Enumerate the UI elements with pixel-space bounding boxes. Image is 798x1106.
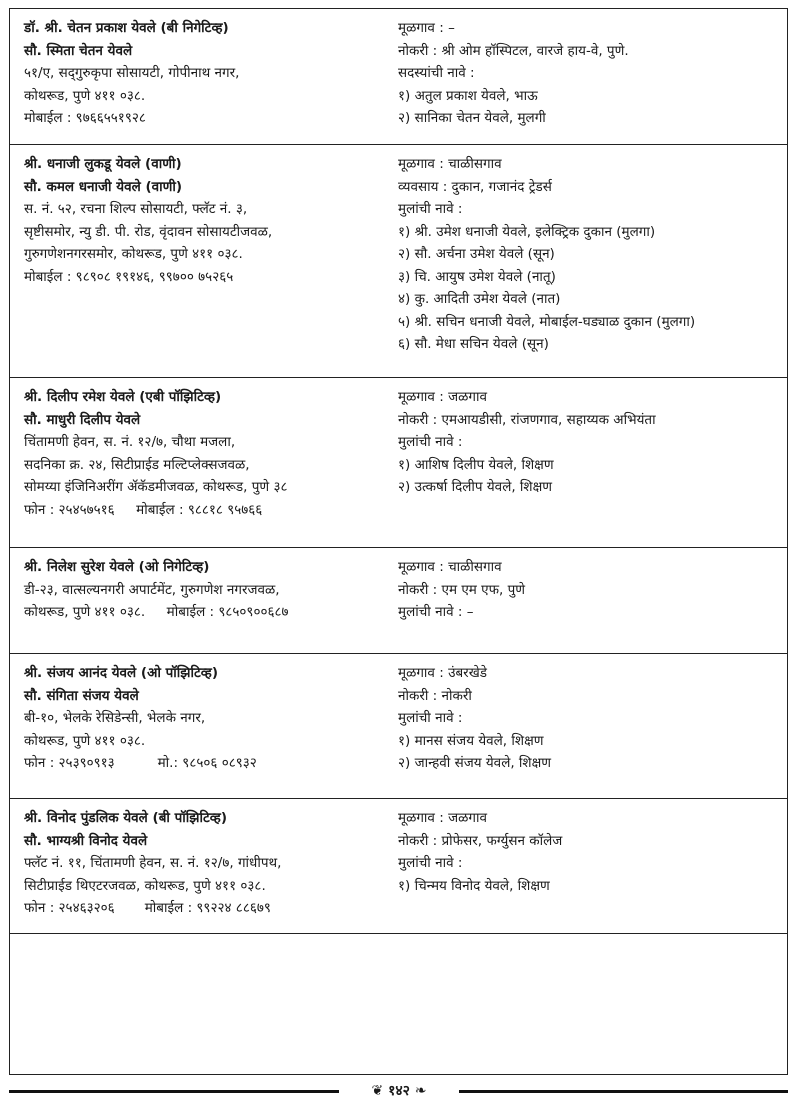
member-item: २) उत्कर्षा दिलीप येवले, शिक्षण: [398, 479, 553, 495]
family-entry: [10, 145, 787, 378]
address-line: कोथरूड, पुणे ४११ ०३८.: [24, 87, 146, 104]
spouse-name: सौ. भाग्यश्री विनोद येवले: [24, 832, 148, 849]
head-name: डॉ. श्री. चेतन प्रकाश येवले (बी निगेटिव्ह): [24, 20, 229, 36]
address-line: सिटीप्राईड थिएटरजवळ, कोथरूड, पुणे ४११ ०३८.: [24, 877, 266, 894]
address-line: चिंतामणी हेवन, स. नं. १२/७, चौथा मजला,: [24, 434, 236, 450]
ornament-left-icon: ❦: [371, 1083, 384, 1099]
occupation: नोकरी : नोकरी: [398, 687, 472, 704]
occupation: व्यवसाय : दुकान, गजानंद ट्रेडर्स: [398, 178, 552, 195]
head-name: श्री. धनाजी लुकडू येवले (वाणी): [24, 156, 182, 172]
address-line: बी-१०, भेलके रेसिडेन्सी, भेलके नगर,: [24, 710, 206, 726]
members-heading: सदस्यांची नावे :: [398, 65, 475, 81]
member-item: १) आशिष दिलीप येवले, शिक्षण: [398, 456, 554, 473]
address-line: ५१/ए, सद्‌गुरुकृपा सोसायटी, गोपीनाथ नगर,: [24, 65, 240, 81]
address-line: सदनिका क्र. २४, सिटीप्राईड मल्टिप्लेक्सजवळ,: [24, 456, 250, 473]
member-item: १) मानस संजय येवले, शिक्षण: [398, 732, 544, 749]
entry-contact-column: [24, 807, 384, 920]
family-entry: [10, 654, 787, 799]
member-item: १) श्री. उमेश धनाजी येवले, इलेक्ट्रिक दुकान (मुलगा): [398, 223, 656, 240]
entry-details-column: [398, 17, 786, 130]
entry-contact-column: [24, 386, 384, 521]
address-line: गुरुगणेशनगरसमोर, कोथरूड, पुणे ४११ ०३८.: [24, 246, 243, 262]
footer-rule-left: [9, 1090, 339, 1093]
members-heading: मुलांची नावे :: [398, 710, 463, 726]
entry-contact-column: [24, 17, 384, 130]
head-name: श्री. संजय आनंद येवले (ओ पॉझिटिव्ह): [24, 665, 218, 681]
member-item: ६) सौ. मेधा सचिन येवले (सून): [398, 336, 549, 352]
native-place: मूळगाव : चाळीसगाव: [398, 559, 502, 575]
entry-details-column: [398, 386, 786, 499]
page-number-text: १४२: [388, 1083, 410, 1099]
contact-line: फोन : २५४५७५१६ मोबाईल : ९८८१८ ९५७६६: [24, 501, 263, 518]
entry-details-column: [398, 662, 786, 775]
address-line: डी-२३, वात्सल्यनगरी अपार्टमेंट, गुरुगणेश नगरजवळ,: [24, 581, 280, 598]
address-line: सृष्टीसमोर, न्यु डी. पी. रोड, वृंदावन सोसायटीजवळ,: [24, 223, 273, 240]
contact-line: मोबाईल : ९८९०८ १९१४६, ९९७०० ७५२६५: [24, 268, 234, 285]
head-name: श्री. विनोद पुंडलिक येवले (बी पॉझिटिव्ह): [24, 810, 228, 826]
member-item: २) सौ. अर्चना उमेश येवले (सून): [398, 246, 555, 262]
footer-rule-right: [459, 1090, 788, 1093]
entry-details-column: [398, 556, 786, 624]
member-item: १) चिन्मय विनोद येवले, शिक्षण: [398, 877, 550, 894]
member-item: ५) श्री. सचिन धनाजी येवले, मोबाईल-घड्याळ दुकान (मुलगा): [398, 313, 696, 330]
head-name: श्री. दिलीप रमेश येवले (एबी पॉझिटिव्ह): [24, 389, 222, 405]
contact-line: मोबाईल : ९७६६५५१९२८: [24, 110, 146, 126]
contact-line: कोथरूड, पुणे ४११ ०३८. मोबाईल : ९८५०९००६८७: [24, 604, 289, 620]
occupation: नोकरी : प्रोफेसर, फर्ग्युसन कॉलेज: [398, 832, 563, 849]
native-place: मूळगाव : जळगाव: [398, 389, 487, 405]
occupation: नोकरी : एमआयडीसी, रांजणगाव, सहाय्यक अभियंता: [398, 411, 656, 428]
occupation: नोकरी : एम एम एफ, पुणे: [398, 581, 526, 598]
spouse-name: सौ. माधुरी दिलीप येवले: [24, 411, 141, 428]
member-item: १) अतुल प्रकाश येवले, भाऊ: [398, 87, 538, 104]
family-entry: [10, 378, 787, 548]
contact-line: फोन : २५४६३२०६ मोबाईल : ९९२२४ ८८६७९: [24, 900, 271, 916]
member-item: २) सानिका चेतन येवले, मुलगी: [398, 110, 546, 126]
member-item: ४) कु. आदिती उमेश येवले (नात): [398, 291, 561, 307]
spouse-name: सौ. संगिता संजय येवले: [24, 687, 139, 704]
members-heading: मुलांची नावे : –: [398, 604, 474, 620]
family-entry: [10, 799, 787, 934]
occupation: नोकरी : श्री ओम हॉस्पिटल, वारजे हाय-वे, पुणे.: [398, 42, 629, 59]
entry-details-column: [398, 807, 786, 897]
address-line: सोमय्या इंजिनिअरींग ॲकॅडमीजवळ, कोथरूड, पुणे ३८: [24, 479, 288, 495]
page-footer: [9, 1079, 788, 1103]
native-place: मूळगाव : उंबरखेडे: [398, 665, 487, 681]
native-place: मूळगाव : जळगाव: [398, 810, 487, 826]
native-place: मूळगाव : चाळीसगाव: [398, 156, 502, 172]
head-name: श्री. निलेश सुरेश येवले (ओ निगेटिव्ह): [24, 559, 210, 575]
members-heading: मुलांची नावे :: [398, 201, 463, 217]
address-line: स. नं. ५२, रचना शिल्प सोसायटी, फ्लॅट नं. ३,: [24, 201, 248, 217]
ornament-right-icon: ❧: [414, 1083, 427, 1099]
family-entry: [10, 548, 787, 654]
address-line: कोथरूड, पुणे ४११ ०३८.: [24, 732, 146, 749]
member-item: २) जान्हवी संजय येवले, शिक्षण: [398, 755, 552, 771]
entry-contact-column: [24, 662, 384, 775]
contact-line: फोन : २५३९०९१३ मो.: ९८५०६ ०८९३२: [24, 755, 257, 771]
blank-area: [10, 934, 787, 1074]
members-heading: मुलांची नावे :: [398, 434, 463, 450]
spouse-name: सौ. स्मिता चेतन येवले: [24, 42, 133, 59]
entry-contact-column: [24, 556, 384, 624]
address-line: फ्लॅट नं. ११, चिंतामणी हेवन, स. नं. १२/७, गांधीपथ,: [24, 855, 282, 871]
spouse-name: सौ. कमल धनाजी येवले (वाणी): [24, 178, 183, 195]
member-item: ३) चि. आयुष उमेश येवले (नातू): [398, 268, 556, 285]
page-number: [343, 1079, 455, 1103]
page-frame: [9, 8, 788, 1075]
entry-details-column: [398, 153, 786, 356]
native-place: मूळगाव : –: [398, 20, 455, 36]
members-heading: मुलांची नावे :: [398, 855, 463, 871]
family-entry: [10, 9, 787, 145]
entry-contact-column: [24, 153, 384, 288]
